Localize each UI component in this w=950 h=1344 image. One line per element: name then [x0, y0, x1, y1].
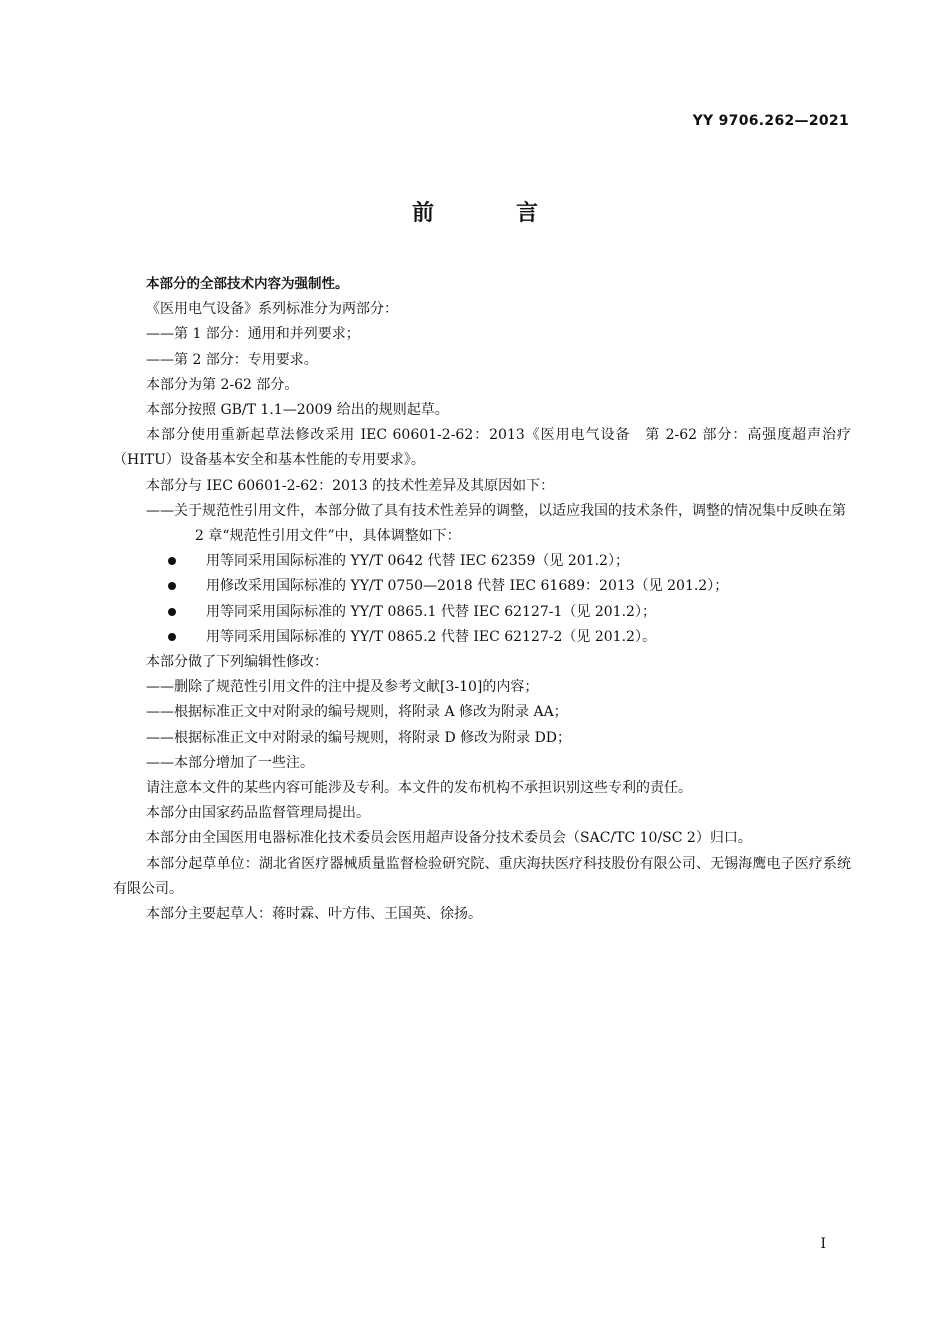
bullet-item — [113, 625, 851, 650]
bullet-dot-icon — [168, 557, 176, 565]
drafting-rule: 本部分按照 GB/T 1.1—2009 给出的规则起草。 — [146, 402, 449, 419]
main-drafters: 本部分主要起草人：蒋时霖、叶方伟、王国英、徐扬。 — [146, 906, 482, 923]
bullet-text: 用等同采用国际标准的 YY/T 0865.2 代替 IEC 62127-2（见 201.2）。 — [206, 628, 656, 645]
this-part-statement: 本部分为第 2-62 部分。 — [146, 376, 299, 393]
editorial-item-4: ——本部分增加了一些注。 — [146, 754, 314, 771]
series-intro: 《医用电气设备》系列标准分为两部分： — [146, 301, 398, 318]
adoption-statement: 本部分使用重新起草法修改采用 IEC 60601-2-62：2013《医用电气设备 第 2-62 部分：高强度超声治疗（HITU）设备基本安全和基本性能的专用要求》。 — [113, 427, 851, 469]
bullet-dot-icon — [168, 633, 176, 641]
bullet-text: 用修改采用国际标准的 YY/T 0750—2018 代替 IEC 61689：2013（见 201.2）； — [206, 578, 729, 595]
centralized-by: 本部分由全国医用电器标准化技术委员会医用超声设备分技术委员会（SAC/TC 10/SC 2）归口。 — [146, 830, 752, 847]
bullet-item — [113, 600, 851, 625]
proposed-by: 本部分由国家药品监督管理局提出。 — [146, 805, 370, 822]
bullet-dot-icon — [168, 608, 176, 616]
series-part-2: ——第 2 部分：专用要求。 — [146, 351, 318, 368]
editorial-item-1: ——删除了规范性引用文件的注中提及参考文献[3-10]的内容； — [146, 679, 539, 696]
bullet-item — [113, 549, 851, 574]
foreword-body — [113, 272, 851, 927]
differences-intro: 本部分与 IEC 60601-2-62：2013 的技术性差异及其原因如下： — [146, 477, 555, 494]
editorial-intro: 本部分做了下列编辑性修改： — [146, 654, 328, 671]
page-title: 前 言 — [411, 201, 568, 226]
mandatory-statement: 本部分的全部技术内容为强制性。 — [146, 276, 349, 292]
series-part-1: ——第 1 部分：通用和并列要求； — [146, 326, 360, 343]
page-number: I — [820, 1236, 826, 1252]
differences-item: ——关于规范性引用文件，本部分做了具有技术性差异的调整，以适应我国的技术条件，调整的情况集中反映在第 2 章“规范性引用文件”中，具体调整如下： — [146, 502, 846, 545]
bullet-text: 用等同采用国际标准的 YY/T 0642 代替 IEC 62359（见 201.2）； — [206, 553, 629, 570]
editorial-item-2: ——根据标准正文中对附录的编号规则，将附录 A 修改为附录 AA； — [146, 704, 568, 721]
patent-notice: 请注意本文件的某些内容可能涉及专利。本文件的发布机构不承担识别这些专利的责任。 — [146, 780, 692, 797]
bullet-list — [113, 549, 851, 650]
bullet-text: 用等同采用国际标准的 YY/T 0865.1 代替 IEC 62127-1（见 201.2）； — [206, 603, 656, 620]
drafting-units: 本部分起草单位：湖北省医疗器械质量监督检验研究院、重庆海扶医疗科技股份有限公司、无锡海鹰电子医疗系统有限公司。 — [113, 855, 851, 897]
bullet-item — [113, 574, 851, 599]
document-code: YY 9706.262—2021 — [692, 113, 849, 129]
editorial-item-3: ——根据标准正文中对附录的编号规则，将附录 D 修改为附录 DD； — [146, 729, 572, 746]
bullet-dot-icon — [168, 582, 176, 590]
